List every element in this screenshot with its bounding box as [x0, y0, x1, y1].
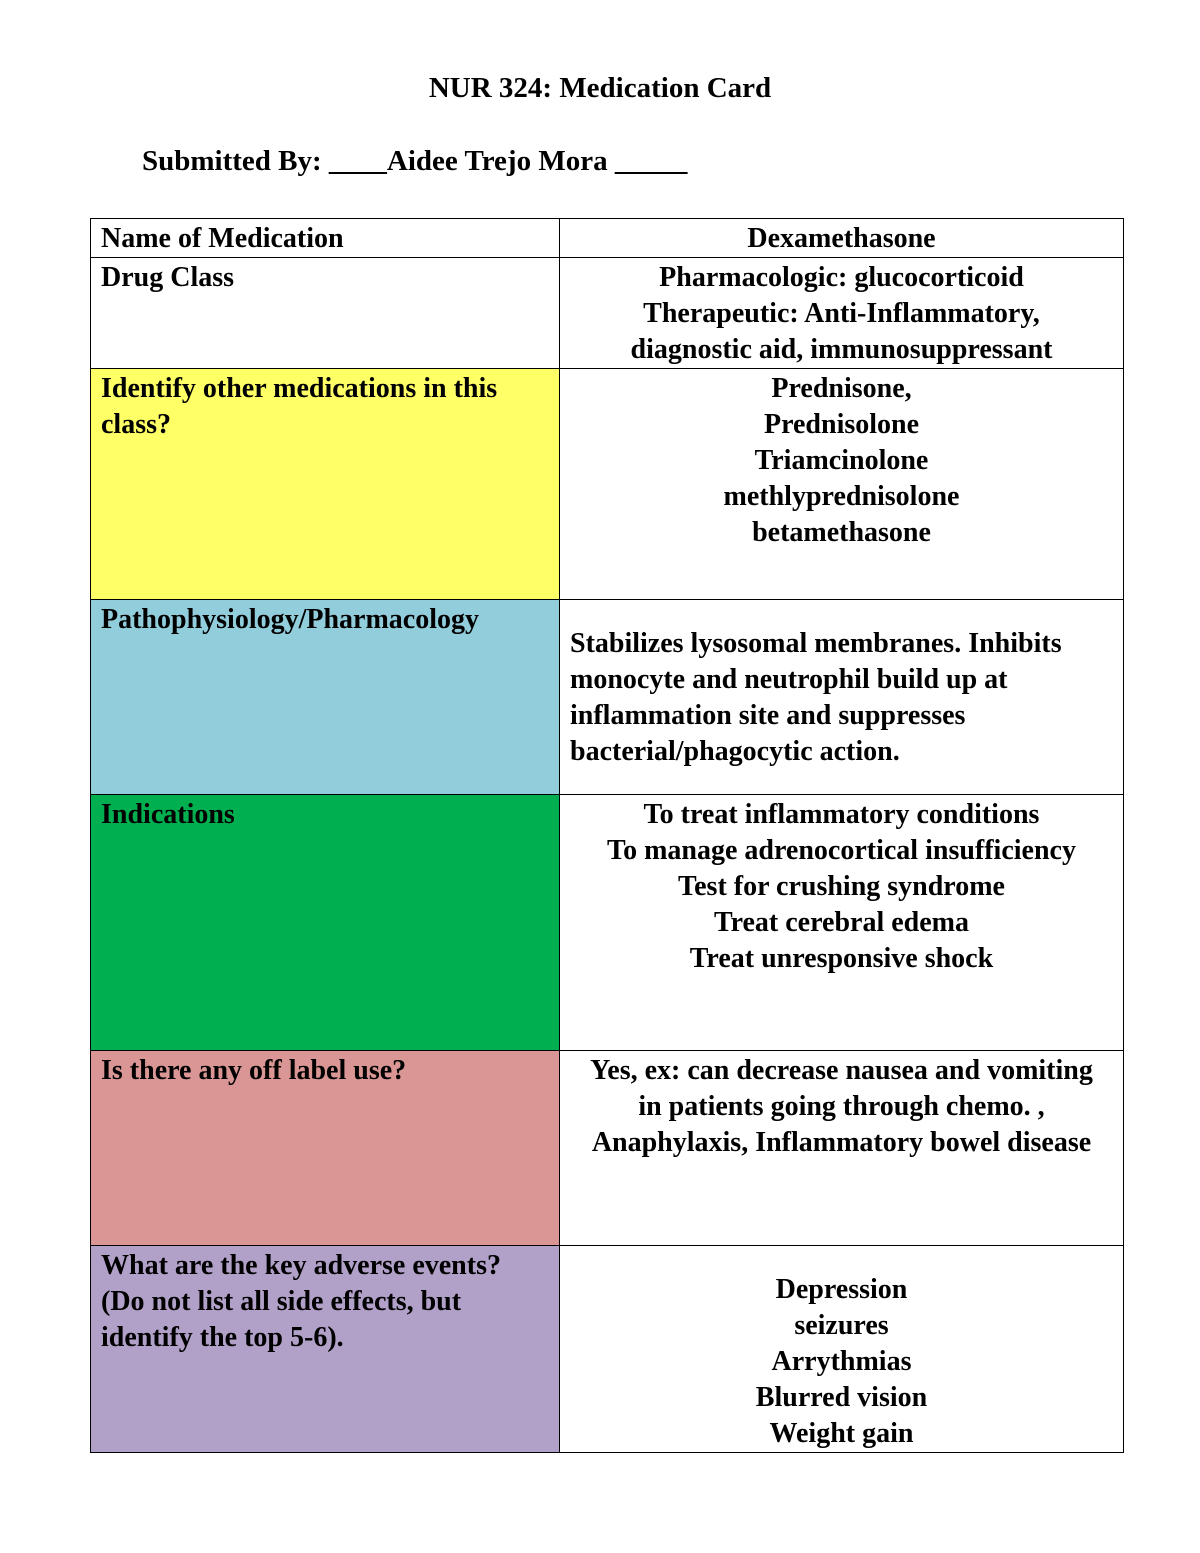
table-row: [91, 369, 1124, 600]
value-line: Blurred vision: [755, 1382, 928, 1413]
page-title: NUR 324: Medication Card: [428, 72, 772, 104]
row-value-indications: [560, 795, 1124, 1051]
value-line: Triamcinolone: [754, 445, 929, 476]
row-label-indications: Indications: [91, 795, 560, 1051]
value-line: To treat inflammatory conditions: [643, 799, 1040, 830]
row-label-other-medications: Identify other medications in this class?: [91, 369, 560, 600]
row-label-adverse-events: What are the key adverse events? (Do not list all side effects, but identify the top 5-6).: [91, 1246, 560, 1453]
table-row: [91, 219, 1124, 258]
value-line: Pharmacologic: glucocorticoid: [659, 262, 1024, 293]
medication-table: [90, 218, 1124, 1453]
row-value-drug-class: [560, 258, 1124, 369]
value-paragraph: Stabilizes lysosomal membranes. Inhibits monocyte and neutrophil build up at inflammation site and suppresses bacterial/phagocytic action.: [570, 628, 1062, 767]
submitted-by: [142, 145, 687, 178]
row-label-drug-class: Drug Class: [91, 258, 560, 369]
value-line: Treat cerebral edema: [713, 907, 969, 938]
value-line: Weight gain: [769, 1418, 914, 1449]
row-value-off-label-use: [560, 1051, 1124, 1246]
row-label-pathophysiology: Pathophysiology/Pharmacology: [91, 600, 560, 795]
value-line: seizures: [794, 1310, 889, 1341]
value-line: Prednisone,: [771, 373, 912, 404]
table-row: [91, 1051, 1124, 1246]
value-line: To manage adrenocortical insufficiency: [607, 835, 1076, 866]
row-label-off-label-use: Is there any off label use?: [91, 1051, 560, 1246]
table-row: [91, 258, 1124, 369]
row-label-medication-name: Name of Medication: [91, 219, 560, 258]
value-line: Dexamethasone: [747, 223, 936, 254]
submitter-name: ____Aidee Trejo Mora _____: [328, 145, 688, 177]
row-value-other-medications: [560, 369, 1124, 600]
row-value-medication-name: [560, 219, 1124, 258]
submitted-label: Submitted By:: [142, 145, 322, 177]
value-line: betamethasone: [752, 517, 931, 548]
value-line: methlyprednisolone: [723, 481, 960, 512]
value-line: diagnostic aid, immunosuppressant: [630, 334, 1053, 365]
table-row: [91, 1246, 1124, 1453]
value-line: Therapeutic: Anti-Inflammatory,: [643, 298, 1040, 329]
value-line: Prednisolone: [763, 409, 920, 440]
value-line: Test for crushing syndrome: [678, 871, 1005, 902]
value-line: Depression: [775, 1274, 908, 1305]
table-row: [91, 600, 1124, 795]
value-line: Treat unresponsive shock: [689, 943, 994, 974]
value-line: Arrythmias: [771, 1346, 912, 1377]
row-value-adverse-events: [560, 1246, 1124, 1453]
row-value-pathophysiology: [560, 600, 1124, 795]
value-paragraph: Yes, ex: can decrease nausea and vomiting in patients going through chemo. , Anaphylaxis, Inflammatory bowel disease: [590, 1055, 1093, 1158]
table-row: [91, 795, 1124, 1051]
